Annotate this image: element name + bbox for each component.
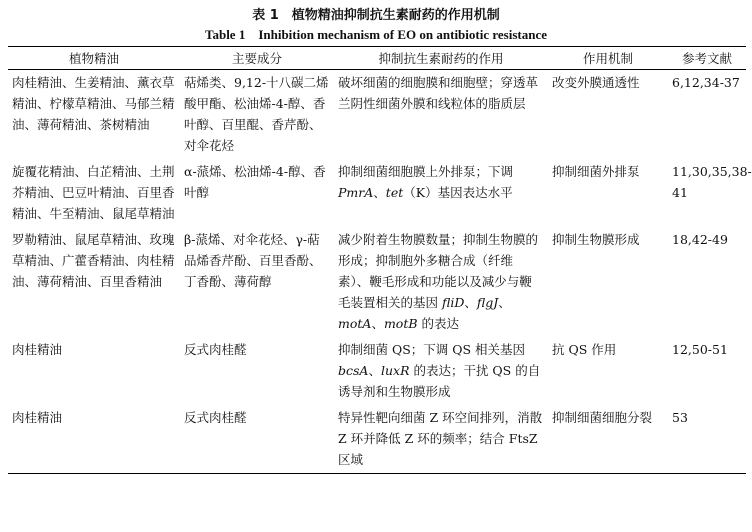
cell-plant-oil: 旋覆花精油、白芷精油、土荆芥精油、巴豆叶精油、百里香精油、牛至精油、鼠尾草精油 bbox=[12, 164, 175, 221]
cell-plant-oil: 罗勒精油、鼠尾草精油、玫瑰草精油、广藿香精油、肉桂精油、薄荷精油、百里香精油 bbox=[12, 232, 175, 289]
cell-mechanism: 抑制细菌外排泵 bbox=[552, 164, 640, 179]
table-row bbox=[8, 405, 746, 474]
cell-references: 18,42-49 bbox=[672, 232, 728, 247]
table-row bbox=[8, 159, 746, 227]
cell-mechanism: 抑制细菌细胞分裂 bbox=[548, 405, 668, 474]
effect-text: 特异性靶向细菌 Z 环空间排列，消散 Z 环并降低 Z 环的频率；结合 FtsZ 区域 bbox=[338, 410, 543, 467]
effect-text: 、 bbox=[498, 295, 511, 310]
effect-text: 、 bbox=[371, 316, 384, 331]
cell-components: α-蒎烯、松油烯-4-醇、香叶醇 bbox=[184, 164, 326, 200]
cell-references: 11,30,35,38-41 bbox=[672, 164, 752, 200]
effect-text: （K）基因表达水平 bbox=[403, 185, 513, 200]
effect-text: 的表达 bbox=[417, 316, 460, 331]
gene-name: motA bbox=[338, 316, 372, 331]
cell-components: 反式肉桂醛 bbox=[180, 405, 334, 474]
cell-effect bbox=[334, 337, 548, 405]
table-caption-cn: 表 1 植物精油抑制抗生素耐药的作用机制 bbox=[252, 8, 500, 23]
cell-effect bbox=[334, 405, 548, 474]
header-references: 参考文献 bbox=[668, 47, 746, 70]
table-header-row bbox=[8, 47, 746, 70]
mechanism-table bbox=[8, 46, 752, 474]
table-row bbox=[8, 70, 746, 160]
header-effect: 抑制抗生素耐药的作用 bbox=[334, 47, 548, 70]
gene-name: PmrA bbox=[338, 185, 374, 200]
header-plant-oil: 植物精油 bbox=[8, 47, 180, 70]
gene-name: motB bbox=[383, 316, 418, 331]
effect-text: 减少附着生物膜数量；抑制生物膜的形成；抑制胞外多糖合成（纤维素）、鞭毛形成和功能以及减少与鞭毛装置相关的基因 bbox=[338, 232, 539, 310]
cell-plant-oil: 肉桂精油 bbox=[12, 342, 63, 357]
gene-name: tet bbox=[385, 185, 404, 200]
cell-effect bbox=[334, 159, 548, 227]
cell-mechanism: 抗 QS 作用 bbox=[552, 342, 617, 357]
gene-name: flgJ bbox=[476, 295, 499, 310]
cell-mechanism: 抑制生物膜形成 bbox=[552, 232, 640, 247]
effect-text: 、 bbox=[464, 295, 477, 310]
header-mechanism: 作用机制 bbox=[548, 47, 668, 70]
cell-plant-oil: 肉桂精油 bbox=[8, 405, 180, 474]
table-row bbox=[8, 337, 746, 405]
effect-text: 、 bbox=[368, 363, 381, 378]
gene-name: bcsA bbox=[338, 363, 369, 378]
table-row bbox=[8, 227, 746, 337]
effect-text: 抑制细菌 QS；下调 QS 相关基因 bbox=[338, 342, 526, 357]
cell-mechanism: 改变外膜通透性 bbox=[552, 75, 640, 90]
table-body bbox=[8, 70, 752, 474]
effect-text: 破坏细菌的细胞膜和细胞壁；穿透革兰阴性细菌外膜和线粒体的脂质层 bbox=[338, 75, 539, 111]
cell-effect bbox=[334, 70, 548, 160]
table-caption-en: Table 1 Inhibition mechanism of EO on antibiotic resistance bbox=[204, 27, 547, 42]
cell-effect bbox=[334, 227, 548, 337]
cell-references: 12,50-51 bbox=[672, 342, 728, 357]
gene-name: fliD bbox=[441, 295, 465, 310]
header-main-components: 主要成分 bbox=[180, 47, 334, 70]
effect-text: 、 bbox=[373, 185, 386, 200]
cell-references: 53 bbox=[668, 405, 746, 474]
cell-references: 6,12,34-37 bbox=[672, 75, 740, 90]
cell-plant-oil: 肉桂精油、生姜精油、薰衣草精油、柠檬草精油、马郁兰精油、薄荷精油、茶树精油 bbox=[12, 75, 175, 132]
cell-components: 萜烯类、9,12-十八碳二烯酸甲酯、松油烯-4-醇、香叶醇、百里醌、香芹酚、对伞花烃 bbox=[184, 75, 329, 153]
effect-text: 的表达；干扰 QS 的自诱导剂和生物膜形成 bbox=[338, 363, 541, 399]
effect-text: 抑制细菌细胞膜上外排泵；下调 bbox=[338, 164, 514, 179]
cell-components: β-蒎烯、对伞花烃、γ-萜品烯香芹酚、百里香酚、丁香酚、薄荷醇 bbox=[184, 232, 322, 289]
gene-name: luxR bbox=[380, 363, 410, 378]
cell-components: 反式肉桂醛 bbox=[184, 342, 247, 357]
